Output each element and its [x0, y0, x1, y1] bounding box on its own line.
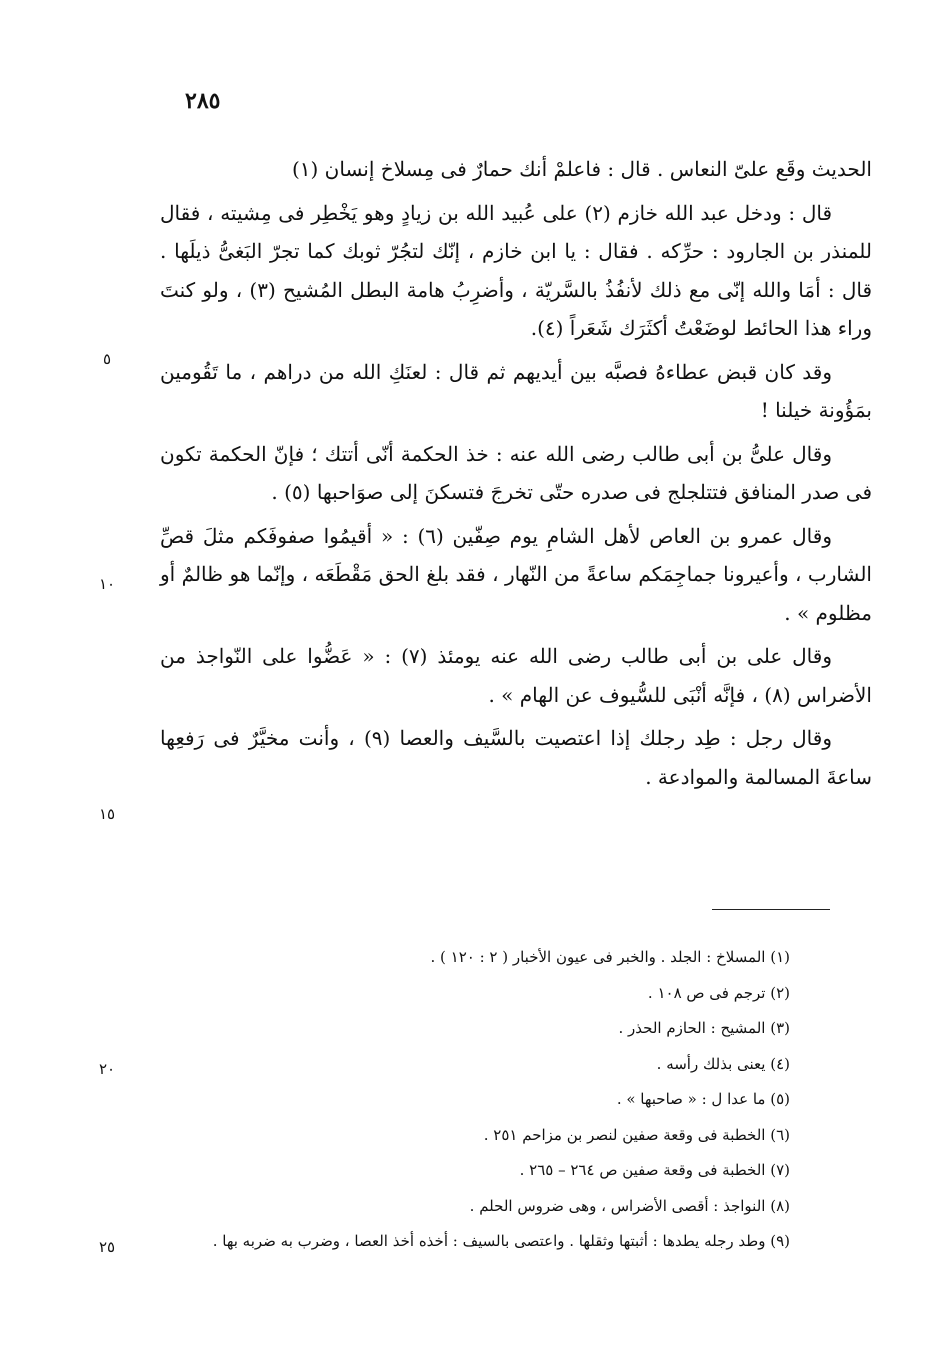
paragraph: وقال على بن أبى طالب رضى الله عنه يومئذ (٧) : « عَضُّوا على النّواجذ من الأضراس (٨) ، فإنَّه أنْبَى للسُّيوف عن الهام » . — [160, 644, 872, 707]
line-number: ٢٠ — [98, 1060, 116, 1078]
paragraph: وقال عمرو بن العاص لأهل الشامِ يوم صِفّين (٦) : « أقيمُوا صفوفَكم مثلَ قصِّ الشارب ، وأعيرونا جماجِمَكم ساعةً من النّهار ، فقد بلغ الحق مَقْطَعَه ، وإنّما هو ظالمٌ أو مظلوم » . — [160, 523, 872, 625]
page-number: ٢٨٥ — [185, 88, 221, 114]
paragraph: وقال علىُّ بن أبى طالب رضى الله عنه : خذ الحكمة أنّى أتتك ؛ فإنّ الحكمة تكون فى صدر المنافق فتتلجلج فى صدره حتّى تخرجَ فتسكنَ إلى صوَاحبها (٥) . — [160, 441, 872, 504]
body-text — [160, 150, 872, 801]
line-number: ١٠ — [98, 575, 116, 593]
paragraph: قال : ودخل عبد الله خازم (٢) على عُبيد الله بن زيادٍ وهو يَخْطِر فى مِشيته ، فقال للمنذر بن الجارود : حرِّكه . فقال : يا ابن خازم ، إنّك لتجُرّ ثوبك كما تجرّ البَغىُّ ذيلَها . قال : أمَا والله إنّى مع ذلك لأنفُذُ بالسَّريّة ، وأضرِبُ هامة البطل المُشيح (٣) ، ولو كنتَ وراء هذا الحائط لوضَعْتُ أكثَرَك شَعَراً (٤). — [160, 200, 873, 340]
footnote-divider — [712, 909, 830, 910]
footnote: (٩) وطد رجله يطدها : أثبتها وثقلها . واعتصى بالسيف : أخذه أخذ العصا ، وضرب به ضربه بها . — [212, 1232, 790, 1250]
line-number: ٢٥ — [98, 1238, 116, 1256]
footnotes — [160, 940, 790, 1260]
paragraph: الحديث وقَع علىّ النعاس . قال : فاعلمْ أنك حمارٌ فى مِسلاخ إنسان (١) — [291, 157, 872, 181]
line-number: ٥ — [102, 350, 112, 368]
line-number: ١٥ — [98, 805, 116, 823]
footnote: (٦) الخطبة فى وقعة صفين لنصر بن مزاحم ٢٥١ . — [483, 1125, 790, 1144]
paragraph: وقد كان قبض عطاءهُ فصبَّه بين أيديهم ثم قال : لعنَكِ الله من دراهم ، ما تَقُومين بمَؤُونة خيلنا ! — [160, 359, 872, 422]
footnote: (٤) يعنى بذلك رأسه . — [656, 1054, 790, 1073]
footnote: (٨) النواجذ : أقصى الأضراس ، وهى ضروس الحلم . — [469, 1196, 790, 1215]
footnote: (٥) ما عدا ل : « صاحبها » . — [616, 1090, 790, 1108]
footnote: (١) المسلاخ : الجلد . والخبر فى عيون الأخبار ( ٢ : ١٢٠ ) . — [430, 948, 790, 966]
paragraph: وقال رجل : طِد رجلك إذا اعتصيت بالسَّيف والعصا (٩) ، وأنت مخيَّرٌ فى رَفعِها ساعةَ المسالمة والموادعة . — [160, 726, 872, 789]
footnote: (٢) ترجم فى ص ١٠٨ . — [647, 983, 790, 1002]
footnote: (٧) الخطبة فى وقعة صفين ص ٢٦٤ – ٢٦٥ . — [519, 1161, 790, 1179]
footnote: (٣) المشيح : الحازم الحذر . — [618, 1019, 790, 1037]
